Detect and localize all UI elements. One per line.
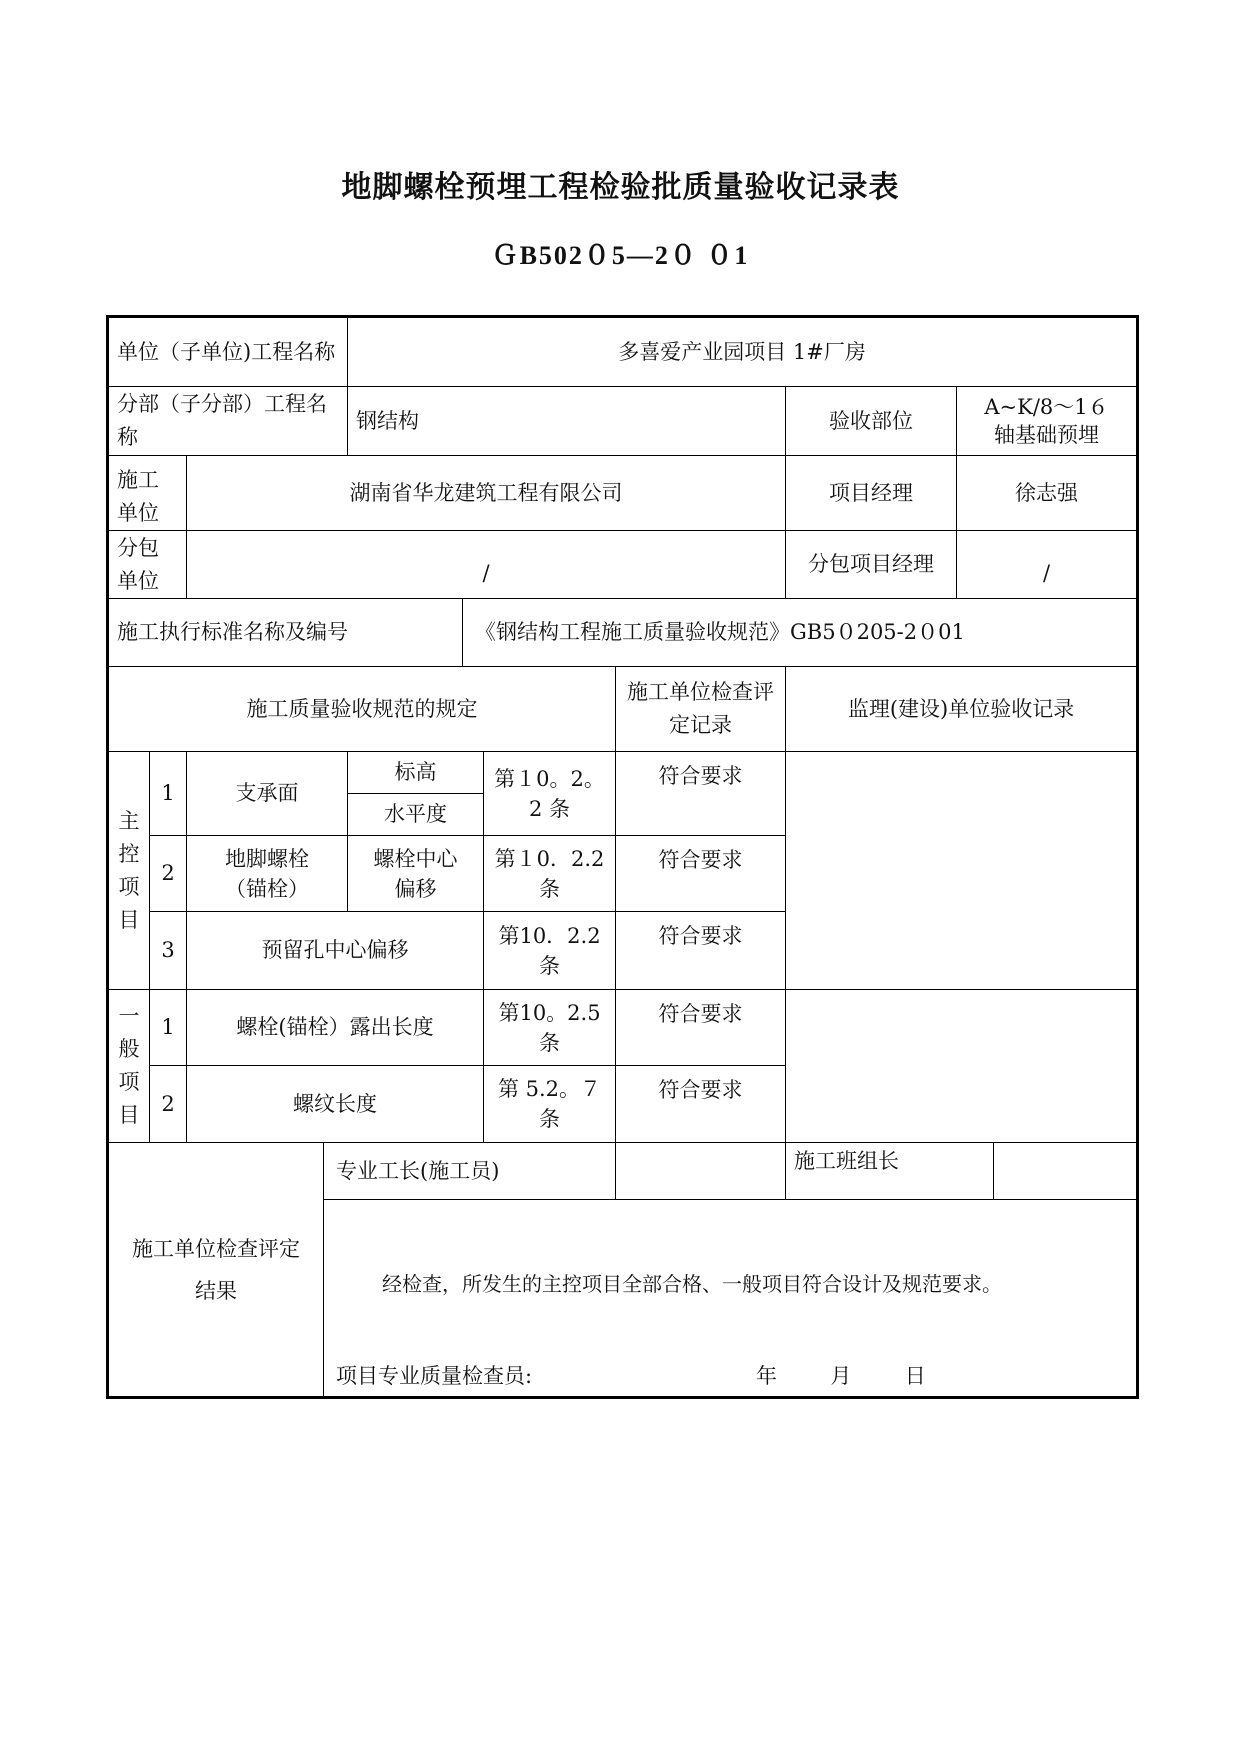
item-clause: 第10。2.5条 (484, 990, 616, 1066)
date-year: 年 (756, 1364, 777, 1388)
unit-project-label: 单位（子单位)工程名称 (108, 317, 348, 387)
item-name: 预留孔中心偏移 (187, 912, 484, 990)
date-month: 月 (830, 1364, 852, 1388)
item-no: 1 (150, 752, 187, 836)
document-title: 地脚螺栓预埋工程检验批质量验收记录表 (341, 170, 900, 205)
sub-project-manager-label: 分包项目经理 (786, 531, 957, 599)
foreman-label: 专业工长(施工员) (324, 1143, 616, 1200)
item-sub-name: 标高 (348, 752, 484, 794)
item-no: 3 (150, 912, 187, 990)
team-leader-label: 施工班组长 (786, 1143, 994, 1200)
item-result[interactable]: 符合要求 (616, 836, 786, 912)
project-manager-label: 项目经理 (786, 456, 957, 531)
item-no: 2 (150, 836, 187, 912)
general-items-category: 一般项目 (108, 990, 150, 1143)
acceptance-part-label: 验收部位 (786, 387, 957, 456)
standard-name-value[interactable]: 《钢结构工程施工质量验收规范》GB5０205-2０01 (463, 599, 1138, 667)
contractor-value[interactable]: 湖南省华龙建筑工程有限公司 (187, 456, 786, 531)
supervisor-general-record[interactable] (786, 990, 1138, 1143)
item-sub-name: 水平度 (348, 794, 484, 836)
supervisor-record-column-header: 监理(建设)单位验收记录 (786, 667, 1138, 752)
foreman-value[interactable] (616, 1143, 786, 1200)
contractor-record-column-header: 施工单位检查评定记录 (616, 667, 786, 752)
inspection-record-table (106, 315, 1139, 1399)
project-manager-value[interactable]: 徐志强 (957, 456, 1138, 531)
item-name: 支承面 (187, 752, 348, 836)
sub-project-manager-value[interactable]: / (957, 531, 1138, 599)
item-result[interactable]: 符合要求 (616, 912, 786, 990)
team-leader-value[interactable] (994, 1143, 1138, 1200)
item-result[interactable]: 符合要求 (616, 1066, 786, 1143)
item-name: 地脚螺栓（锚栓） (187, 836, 348, 912)
item-clause: 第 5.2。７条 (484, 1066, 616, 1143)
inspector-label: 项目专业质量检查员: (336, 1364, 533, 1388)
contractor-label: 施工单位 (108, 456, 187, 531)
sub-project-value[interactable]: 钢结构 (348, 387, 786, 456)
item-result[interactable]: 符合要求 (616, 990, 786, 1066)
item-clause: 第１0．2.2 条 (484, 836, 616, 912)
date-day: 日 (904, 1364, 926, 1388)
item-result[interactable]: 符合要求 (616, 752, 786, 836)
result-label: 施工单位检查评定结果 (108, 1143, 324, 1398)
item-name: 螺纹长度 (187, 1066, 484, 1143)
item-no: 1 (150, 990, 187, 1066)
result-content (324, 1200, 1138, 1398)
supervisor-main-record[interactable] (786, 752, 1138, 990)
acceptance-part-value[interactable]: A~K/8～1６ 轴基础预埋 (957, 387, 1138, 456)
conclusion-text: 经检查，所发生的主控项目全部合格、一般项目符合设计及规范要求。 (382, 1272, 1002, 1296)
item-clause: 第10．2.2条 (484, 912, 616, 990)
item-name: 螺栓(锚栓）露出长度 (187, 990, 484, 1066)
subcontractor-label: 分包单位 (108, 531, 187, 599)
item-clause: 第１0。2。2 条 (484, 752, 616, 836)
spec-column-header: 施工质量验收规范的规定 (108, 667, 616, 752)
unit-project-value[interactable]: 多喜爱产业园项目 1#厂房 (348, 317, 1138, 387)
signature-date[interactable] (756, 1360, 926, 1393)
main-items-category: 主控项目 (108, 752, 150, 990)
standard-code: ＧB502０5—2０ ０1 (491, 241, 750, 270)
item-sub-name: 螺栓中心偏移 (348, 836, 484, 912)
subcontractor-value[interactable]: / (187, 531, 786, 599)
standard-name-label: 施工执行标准名称及编号 (108, 599, 463, 667)
sub-project-label: 分部（子分部）工程名称 (108, 387, 348, 456)
item-no: 2 (150, 1066, 187, 1143)
